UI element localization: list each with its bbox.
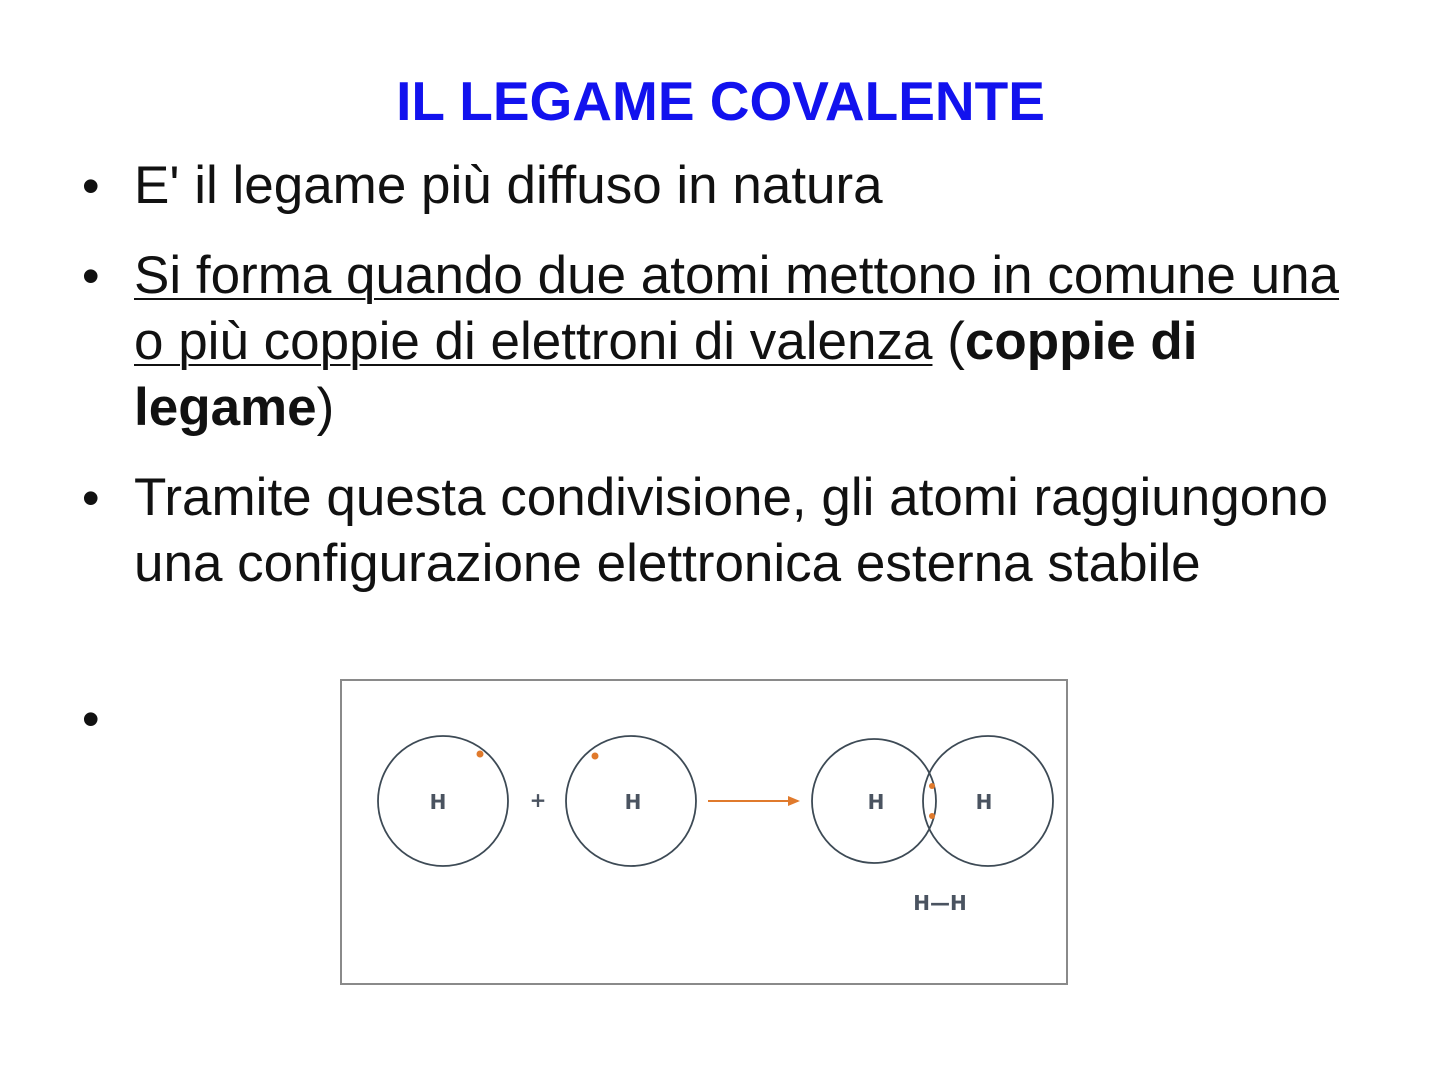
diagram-svg [342,681,1066,983]
atom-right-electron [592,753,599,760]
bullet-2-underlined: Si forma quando due atomi mettono in comune una o più coppie di elettroni di valenza [134,246,1340,371]
bond-formula: H—H [913,891,967,915]
shared-electron-top [929,783,935,789]
plus-sign: + [529,788,547,812]
bullet-text-1 [134,153,1364,219]
bullet-2-open-paren: ( [932,312,965,371]
bullet-marker: • [82,691,100,747]
molecule-left-label: H [867,790,885,814]
bullet-3-text: Tramite questa condivisione, gli atomi raggiungono una configurazione elettronica esterna stabile [134,468,1329,593]
bullet-2-close-paren: ) [316,378,335,437]
atom-right-label: H [624,790,642,814]
bullet-text-3 [134,465,1364,597]
bullet-marker: • [82,248,100,304]
bullet-text-2 [134,243,1364,441]
bullet-2-bold: coppie di legame [134,312,1198,437]
atom-left-electron [477,751,484,758]
covalent-bond-diagram [340,679,1068,985]
bullet-marker: • [82,158,100,214]
molecule-right-label: H [975,790,993,814]
bullet-marker: • [82,470,100,526]
page-title: IL LEGAME COVALENTE [396,70,1045,132]
shared-electron-bottom [929,813,935,819]
bullet-1-text: E' il legame più diffuso in natura [134,156,883,215]
atom-left-label: H [429,790,447,814]
